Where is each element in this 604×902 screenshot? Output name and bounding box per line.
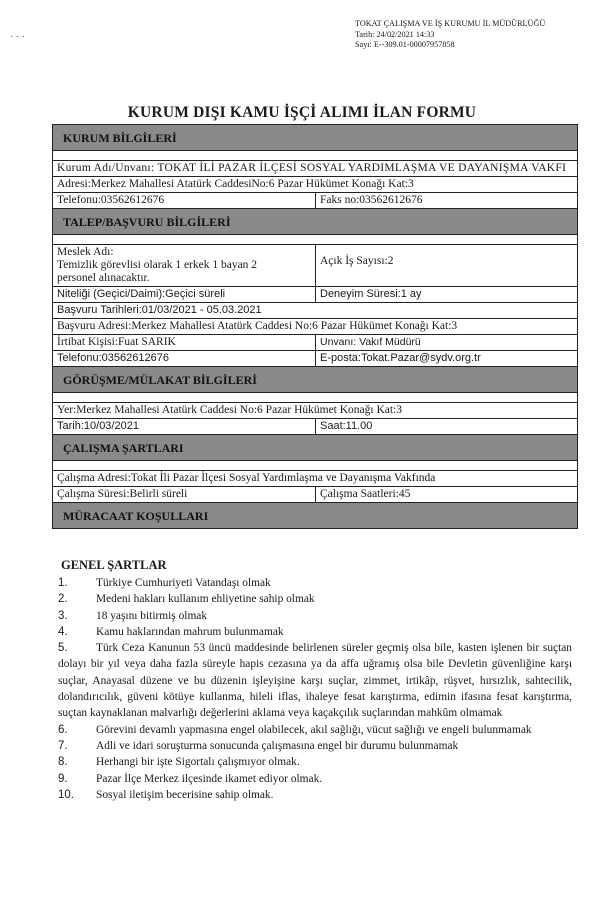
contact-phone-row <box>53 351 577 367</box>
contact-email: E-posta:Tokat.Pazar@sydv.org.tr <box>315 351 577 366</box>
requirement-item: 4. Kamu haklarından mahrum bulunmamak <box>58 625 284 638</box>
kurum-name-row <box>53 161 577 177</box>
announcement-form <box>52 124 578 529</box>
requirement-item: 7. Adli ve idari soruşturma sonucunda çalışmasına engel bir durumu bulunmamak <box>58 739 459 752</box>
contact-person-row <box>53 335 577 351</box>
talep-nature-row <box>53 287 577 303</box>
requirement-item-long: 5. Türk Ceza Kanunun 53 üncü maddesinde belirlenen süreler geçmiş olsa bile, kasten işlenen bir suçtan dolayı bir yıl veya daha fazla süreyle hapis cezasına ya da affa uğramış olsa bile Devletin güvenliğine karşı suçlar, Anayasal düzene ve bu düzenin işleyişine karşı suçlar, zimmet, irtikâp, rüşvet, hırsızlık, sahtecilik, dolandırıcılık, güveni kötüye kullanma, hileli iflas, ihaleye fesat karıştırma, edimin ifasına fesat karıştırma, suçtan kaynaklanan malvarlığı değerlerini aklama veya kaçakçılık suçlarından mahkûm olmamak <box>58 642 572 720</box>
spacer-row <box>53 151 577 161</box>
requirement-item: 3. 18 yaşını bitirmiş olmak <box>58 609 208 622</box>
occupation-value: Temizlik görevlisi olarak 1 erkek 1 bayan 2 personel alınacaktır. <box>57 259 258 284</box>
interview-date: Tarih:10/03/2021 <box>57 420 139 432</box>
document-stamp <box>355 19 595 51</box>
stamp-number: Sayı: E--309.01-00007957858 <box>355 40 455 50</box>
section-header-gorusme: GÖRÜŞME/MÜLAKAT BİLGİLERİ <box>53 367 577 393</box>
job-nature: Niteliği (Geçici/Daimi):Geçici süreli <box>57 288 226 300</box>
section-header-kurum: KURUM BİLGİLERİ <box>53 125 577 151</box>
work-address-row <box>53 471 577 487</box>
open-positions: Açık İş Sayısı:2 <box>315 245 577 286</box>
kurum-address-row <box>53 177 577 193</box>
application-address: Başvuru Adresi:Merkez Mahallesi Atatürk Caddesi No:6 Pazar Hükümet Konağı Kat:3 <box>57 320 458 332</box>
experience-duration: Deneyim Süresi:1 ay <box>315 287 577 302</box>
contact-person: İrtibat Kişisi:Fuat SARIK <box>57 336 176 348</box>
work-address: Çalışma Adresi:Tokat İli Pazar İlçesi Sosyal Yardımlaşma ve Dayanışma Vakfında <box>57 472 436 484</box>
kurum-phone: Telefonu:03562612676 <box>57 194 165 206</box>
requirement-item-long: 6. Görevini devamlı yapmasına engel olabilecek, akıl sağlığı, vücut sağlığı ve engeli bulunmamak <box>58 723 532 736</box>
application-dates: Başvuru Tarihleri:01/03/2021 - 05.03.2021 <box>57 304 262 316</box>
contact-title: Unvanı: Vakıf Müdürü <box>315 335 577 350</box>
occupation-label: Meslek Adı: <box>57 246 114 258</box>
interview-time: Saat:11.00 <box>315 419 577 434</box>
application-dates-row <box>53 303 577 319</box>
requirement-item: 2. Medeni hakları kullanım ehliyetine sahip olmak <box>58 593 315 606</box>
requirements-section <box>52 548 576 803</box>
interview-time-row <box>53 419 577 435</box>
kurum-name: Kurum Adı/Unvanı: TOKAT İLİ PAZAR İLÇESİ SOSYAL YARDIMLAŞMA VE DAYANIŞMA VAKFI <box>57 162 567 174</box>
requirement-item: 10. Sosyal iletişim becerisine sahip olmak. <box>58 788 274 801</box>
requirement-item: 8. Herhangi bir işte Sigortalı çalışmıyor olmak. <box>58 756 300 769</box>
spacer-row <box>53 235 577 245</box>
talep-occupation-row <box>53 245 577 287</box>
work-duration-row <box>53 487 577 503</box>
section-header-muracaat: MÜRACAAT KOŞULLARI <box>53 503 577 528</box>
contact-phone: Telefonu:03562612676 <box>57 352 169 364</box>
interview-place-row <box>53 403 577 419</box>
application-address-row <box>53 319 577 335</box>
kurum-contact-row <box>53 193 577 209</box>
form-title: KURUM DIŞI KAMU İŞÇİ ALIMI İLAN FORMU <box>127 104 477 121</box>
spacer-row <box>53 393 577 403</box>
occupation-cell <box>53 245 315 286</box>
work-duration: Çalışma Süresi:Belirli süreli <box>57 488 188 500</box>
stamp-date: Tarih: 24/02/2021 14:33 <box>355 29 435 39</box>
requirements-list <box>52 575 576 803</box>
general-requirements-title: GENEL ŞARTLAR <box>61 558 167 572</box>
section-header-talep: TALEP/BAŞVURU BİLGİLERİ <box>53 209 577 235</box>
kurum-address: Adresi:Merkez Mahallesi Atatürk CaddesiNo:6 Pazar Hükümet Konağı Kat:3 <box>57 178 414 190</box>
scan-marks: · · · <box>10 32 25 43</box>
work-hours: Çalışma Saatleri:45 <box>315 487 577 502</box>
requirement-item: 9. Pazar İlçe Merkez ilçesinde ikamet ediyor olmak. <box>58 772 323 785</box>
requirement-item: 1. Türkiye Cumhuriyeti Vatandaşı olmak <box>58 577 271 589</box>
stamp-institution: TOKAT ÇALIŞMA VE İŞ KURUMU İL MÜDÜRLÜĞÜ <box>355 19 546 28</box>
interview-place: Yer:Merkez Mahallesi Atatürk Caddesi No:6 Pazar Hükümet Konağı Kat:3 <box>57 404 403 416</box>
kurum-fax: Faks no:03562612676 <box>315 193 577 208</box>
section-header-calisma: ÇALIŞMA ŞARTLARI <box>53 435 577 461</box>
spacer-row <box>53 461 577 471</box>
